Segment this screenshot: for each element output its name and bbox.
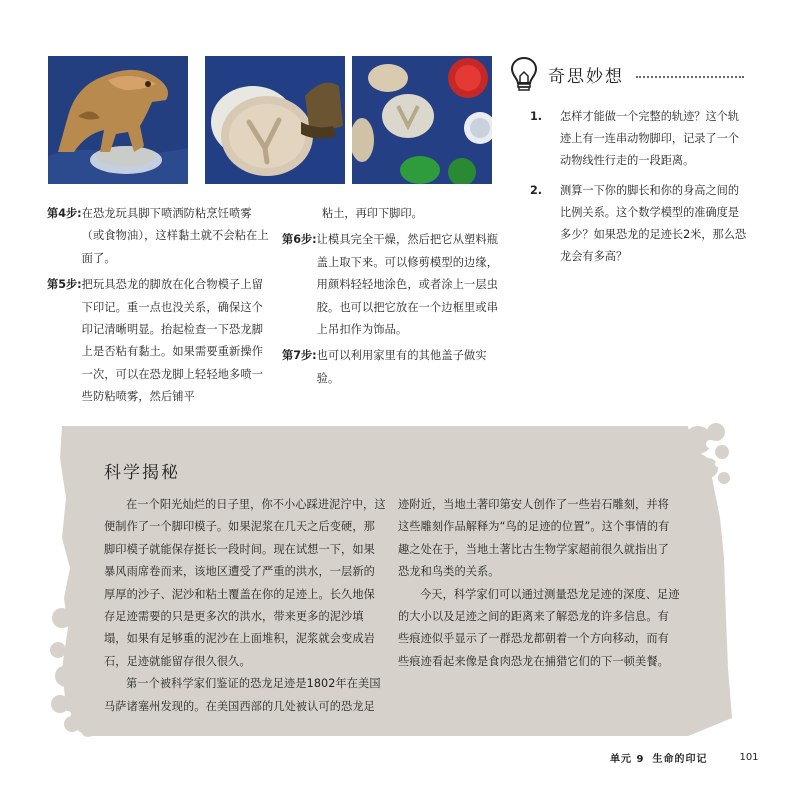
brainstorm-header (510, 56, 750, 92)
step-7 (282, 345, 502, 390)
question-number: 1. (530, 110, 543, 123)
science-column-right (398, 494, 680, 673)
question-number: 2. (530, 184, 543, 197)
footer-unit: 单元 9 (610, 754, 645, 765)
dotted-divider (636, 70, 744, 78)
science-paragraph: 第一个被科学家们鉴证的恐龙足迹是1802年在美国马萨诸塞州发现的。在美国西部的几处被认可的恐龙足 (104, 677, 381, 713)
science-explained-panel (48, 418, 734, 746)
step-5 (47, 274, 273, 408)
science-paragraph: 在一个阳光灿烂的日子里，你不小心踩进泥泞中，这便制作了一个脚印模子。如果泥浆在几天之后变硬，那脚印模子就能保存挺长一段时间。现在试想一下，如果暴风雨席卷而来，该地区遭受了严重的洪水，一层新的厚厚的沙子、泥沙和粘土覆盖在你的足迹上。长久地保存足迹需要的只是更多次的洪水，带来更多的泥沙填塌，如果有足够重的泥沙在上面堆积，泥浆就会变成岩石，足迹就能留存很久很久。 (104, 498, 386, 668)
steps-column-left (47, 203, 273, 413)
photo-dinosaur-toy-on-cap (48, 56, 188, 184)
question-item (510, 180, 750, 268)
step-label: 第6步: (282, 233, 317, 247)
question-item (510, 106, 750, 172)
lightbulb-icon (510, 56, 538, 92)
question-list (510, 106, 750, 268)
photo-finished-footprint-casts (352, 56, 492, 184)
step-text: 把玩具恐龙的脚放在化合物模子上留下印记。重一点也没关系，确保这个印记清晰明显。抬起检查一下恐龙脚上是否粘有黏土。如果需要重新操作一次，可以在恐龙脚上轻轻地多喷一些防粘喷雾，然后铺平 (81, 278, 264, 404)
step-4 (47, 203, 273, 270)
step-5-continuation: 粘土，再印下脚印。 (322, 207, 423, 220)
photo-clay-footprint-mold (205, 56, 345, 184)
step-text: 让模具完全干燥，然后把它从塑料瓶盖上取下来。可以修剪模型的边缘，用颜料轻轻地涂色，或者涂上一层虫胶。也可以把它放在一个边框里或串上吊扣作为饰品。 (316, 233, 499, 337)
page-footer (610, 750, 759, 765)
step-6 (282, 229, 502, 341)
page-number: 101 (739, 752, 759, 763)
step-text: 也可以利用家里有的其他盖子做实验。 (316, 349, 487, 385)
step-label: 第7步: (282, 349, 317, 363)
step-text: 在恐龙玩具脚下喷洒防粘烹饪喷雾（或食物油），这样黏土就不会粘在上面了。 (81, 207, 269, 265)
science-paragraph: 迹附近，当地土著印第安人创作了一些岩石雕刻，并将这些雕刻作品解释为“鸟的足迹的位置”。这个事情的有趣之处在于，当地土著比古生物学家超前很久就指出了恐龙和鸟类的关系。 (398, 498, 670, 579)
science-column-left (104, 494, 386, 718)
footer-unit-title: 生命的印记 (652, 754, 708, 765)
steps-column-right (282, 203, 502, 394)
brainstorm-section (510, 56, 750, 276)
science-paragraph: 今天，科学家们可以通过测量恐龙足迹的深度、足迹的大小以及足迹之间的距离来了解恐龙的许多信息。有些痕迹似乎显示了一群恐龙都朝着一个方向移动，而有些痕迹看起来像是食肉恐龙在捕猎它们的下一顿美餐。 (398, 587, 680, 668)
step-label: 第5步: (47, 278, 82, 292)
science-title: 科学揭秘 (104, 463, 180, 483)
step-label: 第4步: (47, 207, 82, 220)
question-text: 怎样才能做一个完整的轨迹？这个轨迹上有一连串动物脚印，记录了一个动物线性行走的一段距离。 (560, 110, 740, 167)
brainstorm-title: 奇思妙想 (548, 66, 624, 87)
question-text: 测算一下你的脚长和你的身高之间的比例关系。这个数学模型的准确度是多少？如果恐龙的足迹长2米，那么恐龙会有多高？ (560, 184, 747, 263)
